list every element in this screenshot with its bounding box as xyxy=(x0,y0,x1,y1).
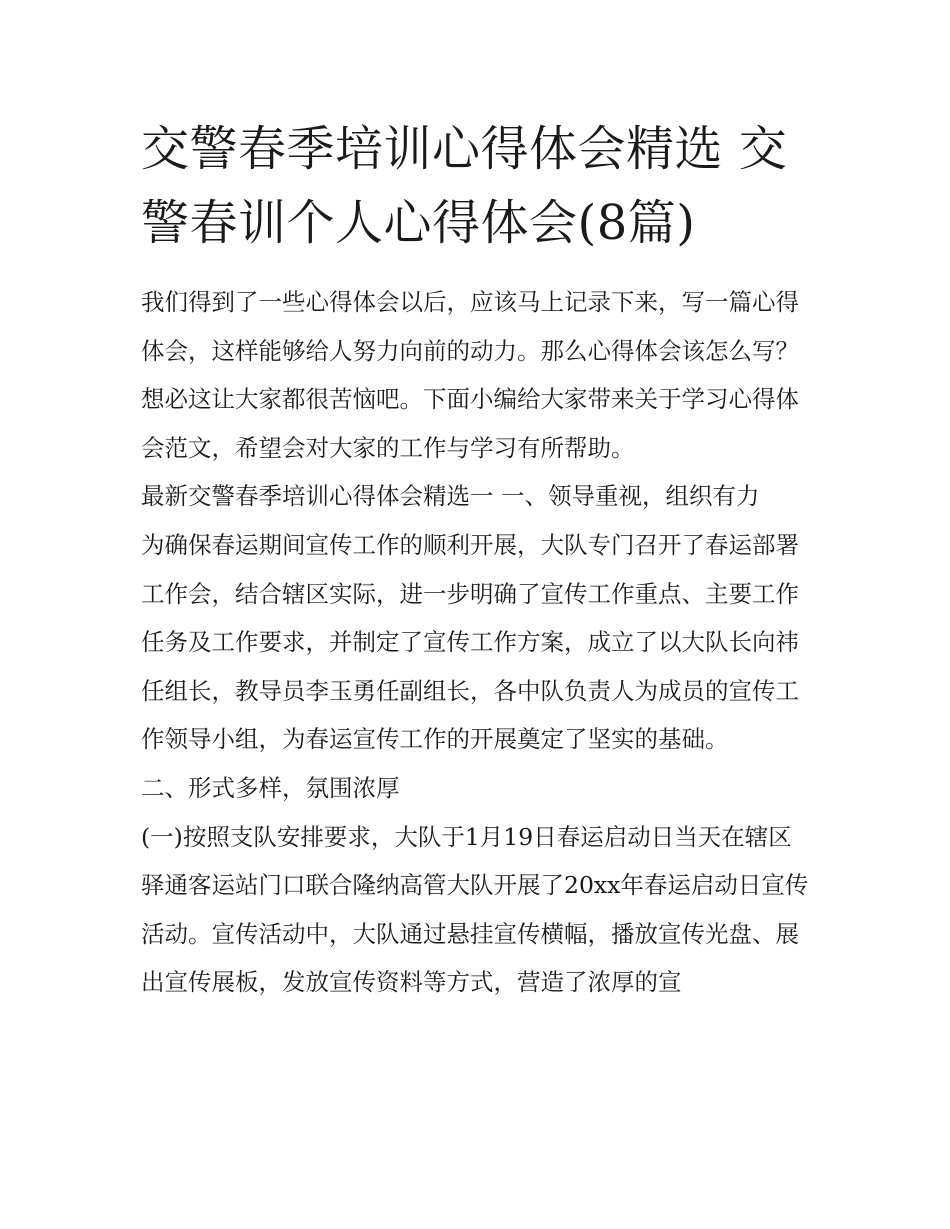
section-two-paragraph: (一)按照支队安排要求，大队于1月19日春运启动日当天在辖区驿通客运站门口联合隆纳高管大队开展了20xx年春运启动日宣传活动。宣传活动中，大队通过悬挂宣传横幅，播放宣传光盘、展出宣传展板，发放宣传资料等方式，营造了浓厚的宣 xyxy=(141,822,809,997)
section-two-heading: 二、形式多样，氛围浓厚 xyxy=(141,773,400,802)
section-one-paragraph: 为确保春运期间宣传工作的顺利开展，大队专门召开了春运部署工作会，结合辖区实际，进一步明确了宣传工作重点、主要工作任务及工作要求，并制定了宣传工作方案，成立了以大队长向祎任组长，教导员李玉勇任副组长，各中队负责人为成员的宣传工作领导小组，为春运宣传工作的开展奠定了坚实的基础。 xyxy=(141,530,799,754)
document-body xyxy=(141,112,813,1007)
section-one-heading: 最新交警春季培训心得体会精选一 一、领导重视，组织有力 xyxy=(141,482,760,511)
document-title: 交警春季培训心得体会精选 交警春训个人心得体会(8篇) xyxy=(141,121,788,251)
intro-paragraph: 我们得到了一些心得体会以后，应该马上记录下来，写一篇心得体会，这样能够给人努力向前的动力。那么心得体会该怎么写？想必这让大家都很苦恼吧。下面小编给大家带来关于学习心得体会范文，希望会对大家的工作与学习有所帮助。 xyxy=(141,288,799,462)
